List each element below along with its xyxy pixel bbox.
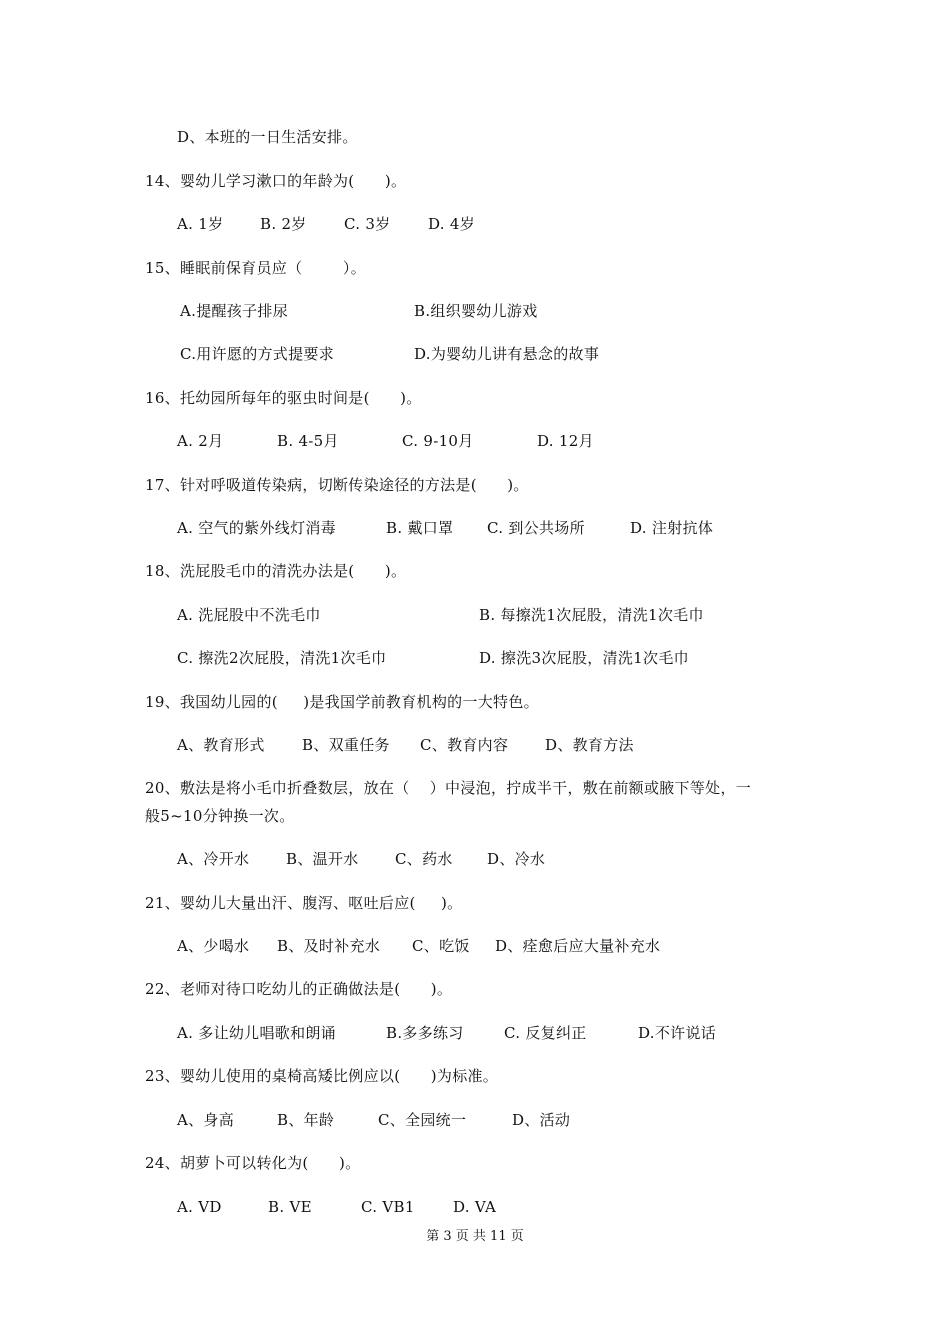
q14-option-d: D. 4岁	[428, 215, 476, 233]
q15-option-c: C.用许愿的方式提要求	[180, 345, 335, 363]
q21-option-a: A、少喝水	[177, 937, 250, 955]
q24-option-d: D. VA	[453, 1198, 497, 1216]
question-19-stem: 19、我国幼儿园的( )是我国学前教育机构的一大特色。	[145, 693, 539, 711]
q14-option-b: B. 2岁	[260, 215, 307, 233]
q15-option-d: D.为婴幼儿讲有悬念的故事	[414, 345, 600, 363]
q15-option-a: A.提醒孩子排尿	[180, 302, 289, 320]
q19-option-a: A、教育形式	[177, 736, 265, 754]
q21-option-d: D、痊愈后应大量补充水	[495, 937, 661, 955]
q23-option-c: C、全园统一	[378, 1111, 467, 1129]
question-15-stem: 15、睡眠前保育员应（ ）。	[145, 259, 367, 277]
question-22-stem: 22、老师对待口吃幼儿的正确做法是( )。	[145, 980, 453, 998]
q14-option-c: C. 3岁	[344, 215, 391, 233]
q17-option-b: B. 戴口罩	[386, 519, 454, 537]
q23-option-d: D、活动	[512, 1111, 571, 1129]
q24-option-b: B. VE	[268, 1198, 312, 1216]
q16-option-a: A. 2月	[177, 432, 224, 450]
q16-option-b: B. 4-5月	[277, 432, 339, 450]
q18-option-a: A. 洗屁股中不洗毛巾	[177, 606, 321, 624]
question-20-stem-line1: 20、敷法是将小毛巾折叠数层，放在（ ）中浸泡，拧成半干，敷在前额或腋下等处，一	[145, 779, 752, 797]
q19-option-b: B、双重任务	[302, 736, 390, 754]
question-23-stem: 23、婴幼儿使用的桌椅高矮比例应以( )为标准。	[145, 1067, 499, 1085]
q23-option-a: A、身高	[177, 1111, 235, 1129]
question-14-stem: 14、婴幼儿学习漱口的年龄为( )。	[145, 172, 407, 190]
q17-option-c: C. 到公共场所	[487, 519, 585, 537]
q21-option-c: C、吃饭	[412, 937, 470, 955]
q18-option-b: B. 每擦洗1次屁股，清洗1次毛巾	[479, 606, 704, 624]
question-18-stem: 18、洗屁股毛巾的清洗办法是( )。	[145, 562, 407, 580]
q22-option-d: D.不许说话	[638, 1024, 717, 1042]
q21-option-b: B、及时补充水	[277, 937, 381, 955]
q20-option-b: B、温开水	[286, 850, 359, 868]
q23-option-b: B、年龄	[277, 1111, 335, 1129]
q24-option-c: C. VB1	[361, 1198, 415, 1216]
q20-option-a: A、冷开水	[177, 850, 250, 868]
q17-option-a: A. 空气的紫外线灯消毒	[177, 519, 336, 537]
question-16-stem: 16、托幼园所每年的驱虫时间是( )。	[145, 389, 422, 407]
q19-option-d: D、教育方法	[545, 736, 634, 754]
question-20-stem-line2: 般5~10分钟换一次。	[145, 807, 295, 825]
q20-option-d: D、冷水	[487, 850, 546, 868]
q22-option-a: A. 多让幼儿唱歌和朗诵	[177, 1024, 336, 1042]
question-17-stem: 17、针对呼吸道传染病，切断传染途径的方法是( )。	[145, 476, 529, 494]
q18-option-d: D. 擦洗3次屁股，清洗1次毛巾	[479, 649, 689, 667]
question-24-stem: 24、胡萝卜可以转化为( )。	[145, 1154, 361, 1172]
q17-option-d: D. 注射抗体	[630, 519, 714, 537]
q24-option-a: A. VD	[177, 1198, 222, 1216]
q16-option-c: C. 9-10月	[402, 432, 474, 450]
q14-option-a: A. 1岁	[177, 215, 224, 233]
q22-option-b: B.多多练习	[386, 1024, 464, 1042]
q15-option-b: B.组织婴幼儿游戏	[414, 302, 538, 320]
q22-option-c: C. 反复纠正	[504, 1024, 587, 1042]
page-number-footer: 第 3 页 共 11 页	[426, 1229, 524, 1244]
q20-option-c: C、药水	[395, 850, 453, 868]
q16-option-d: D. 12月	[537, 432, 594, 450]
q19-option-c: C、教育内容	[420, 736, 509, 754]
q18-option-c: C. 擦洗2次屁股，清洗1次毛巾	[177, 649, 387, 667]
question-21-stem: 21、婴幼儿大量出汗、腹泻、呕吐后应( )。	[145, 894, 463, 912]
option-d-prev: D、本班的一日生活安排。	[177, 128, 358, 146]
